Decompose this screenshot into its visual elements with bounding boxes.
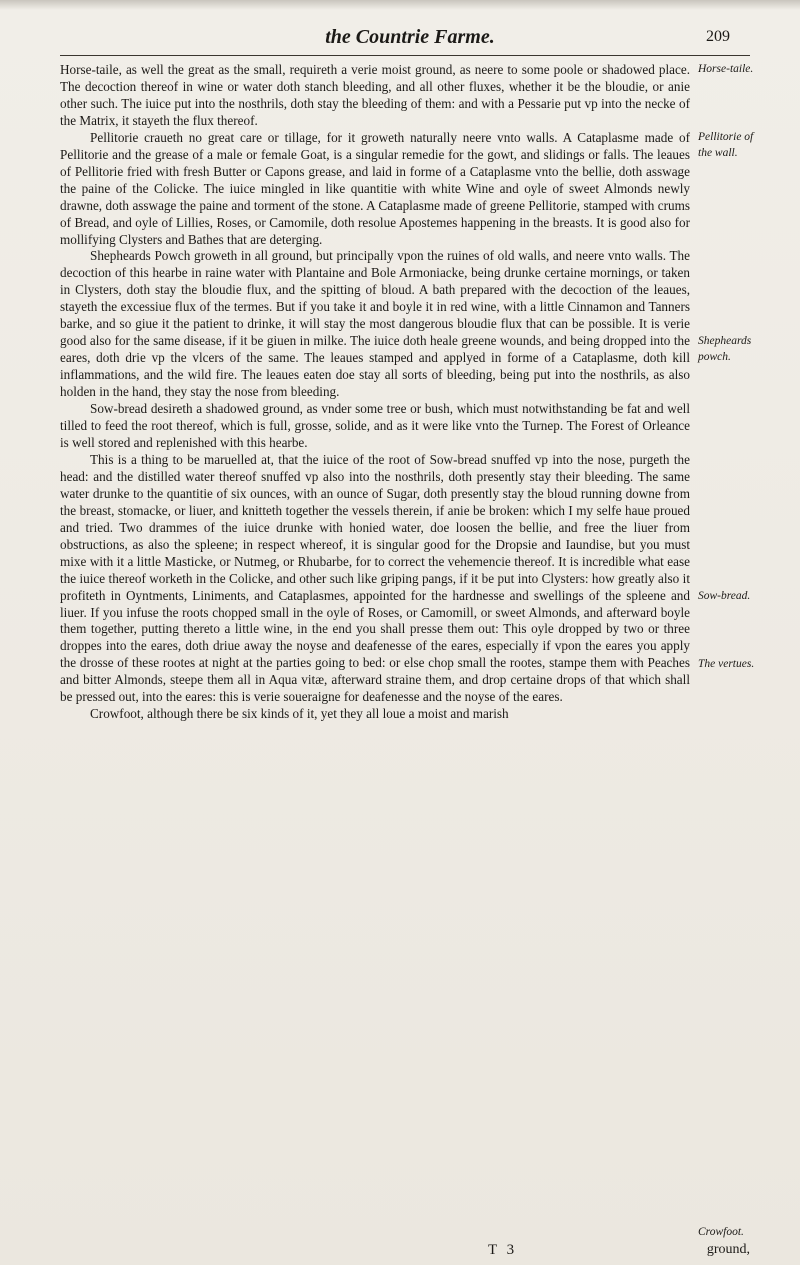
paragraph-crowfoot: Crowfoot, although there be six kinds of it, yet they all loue a moist and marish: [90, 706, 509, 722]
paragraph-shepheards-powch: Shepheards Powch groweth in all ground, but principally vpon the ruines of old walls, and neere vnto walls. The decoction of this hearbe in raine water with Plantaine and Bole Armoniacke, being drunke certaine mornings, or taken in Clysters, doth stay the bloudie flux, and the spitting of bloud. A bath prepared with the decoction of the leaues, stayeth the excessiue flux of the termes. But if you take it and boyle it in red wine, with a little Cinnamon and Tanners barke, and so giue it the patient to drinke, it will stay the most dangerous bloudie flux that can be possible. It is verie good also for the same disease, if it be giuen in milke. The iuice doth heale greene wounds, and being dropped into the eares, doth drie vp the vlcers of the same. The leaues stamped and applyed in forme of a Cataplasme, doth kill inflammations, and the wild fire. The leaues eaten doe stay all sorts of bleeding, being put into the nosthrils, as also holden in the hand, they stay the nose from bleeding.: [60, 248, 690, 400]
margin-note-shepheards: Shepheards: [698, 335, 752, 347]
body-text: [60, 62, 690, 723]
paragraph-sow-bread: Sow-bread desireth a shadowed ground, as vnder some tree or bush, which must notwithstanding be fat and well tilled to feed the root thereof, which is full, grosse, solide, and as it were like vnto the Turnep. The Forest of Orleance is well stored and replenished with this hearbe.: [60, 401, 690, 450]
signature-mark: T 3: [488, 1242, 518, 1258]
paragraph-pellitorie: Pellitorie craueth no great care or tillage, for it groweth naturally neere vnto walls. A Cataplasme made of Pellitorie and the grease of a male or female Goat, is a singular remedie for the gowt, and slidings or falls. The leaues of Pellitorie fried with fresh Butter or Capons grease, and laid in forme of a Cataplasme vnto the bellie, doth asswage the paine of the Colicke. The iuice mingled in like quantitie with white Wine and oyle of sweet Almonds newly drawne, doth asswage the paine and torment of the stone. A Cataplasme made of greene Pellitorie, stamped with crums of Bread, and oyle of Lillies, Roses, or Camomile, doth resolue Apostemes happening in the breasts. It is good also for mollifying Clysters and Bathes that are deterging.: [60, 129, 690, 247]
catchword: ground,: [706, 1242, 750, 1257]
running-title: the Countrie Farme.: [325, 26, 495, 48]
scan-shadow: [0, 0, 800, 10]
margin-note-horse-taile: Horse-taile.: [698, 63, 754, 75]
page-footer: [60, 1242, 750, 1262]
header-rule: [60, 55, 750, 56]
running-head: [90, 26, 730, 52]
margin-note-vertues: The vertues.: [698, 658, 755, 670]
paragraph-sow-bread-vertues: This is a thing to be maruelled at, that the iuice of the root of Sow-bread snuffed vp into the nose, purgeth the head: and the distilled water thereof snuffed vp also into the nosthrils, doth presently stay their bleeding. The same water drunke to the quantitie of six ounces, with an ounce of Sugar, doth presently stay the bloud running downe from the breast, stomacke, or liuer, and knitteth together the vessels therein, if anie be broken: which I my selfe haue proued and tried. Two drammes of the iuice drunke with honied water, doe loosen the bellie, and free the liuer from obstructions, as also the spleene; in respect whereof, it is singular good for the Dropsie and Iaundise, but you must mixe with it a little Masticke, or Nutmeg, or Rhubarbe, for to correct the vehemencie thereof. It is incredible what ease the iuice thereof worketh in the Colicke, and other such like griping pangs, if it be put into Clysters: how greatly also it profiteth in Oyntments, Liniments, and Cataplasmes, appointed for the hardnesse and swellings of the spleene and liuer. If you infuse the roots chopped small in the oyle of Roses, or Camomill, or sweet Almonds, and afterward boyle them together, putting thereto a little wine, in the end you shall presse them out: This oyle dropped by two or three droppes into the eares, doth driue away the noyse and deafenesse of the eares, especially if vpon the eares you apply the drosse of these rootes at night at the parties going to bed: or else chop small the rootes, stampe them with Peaches and bitter Almonds, steepe them all in Aqua vitæ, afterward straine them, and drop certaine drops of that which shall be pressed out, into the eares: this is verie soueraigne for deafenesse and the noyse of the eares.: [60, 451, 690, 705]
margin-note-the-wall: the wall.: [698, 147, 738, 159]
margin-note-crowfoot: Crowfoot.: [698, 1226, 744, 1238]
margin-note-pellitorie: Pellitorie of: [698, 131, 754, 143]
page-number: 209: [706, 28, 730, 45]
margin-note-powch: powch.: [698, 351, 731, 363]
paragraph-horse-taile: Horse-taile, as well the great as the small, requireth a verie moist ground, as neere to some poole or shadowed place. The decoction thereof in wine or water doth stanch bleeding, and all other fluxes, whether it be the bloudie, or anie other such. The iuice put into the nosthrils, doth stay the bleeding of them: and with a Pessarie put vp into the necke of the Matrix, it stayeth the flux thereof.: [60, 62, 690, 128]
margin-note-sow-bread: Sow-bread.: [698, 590, 751, 602]
